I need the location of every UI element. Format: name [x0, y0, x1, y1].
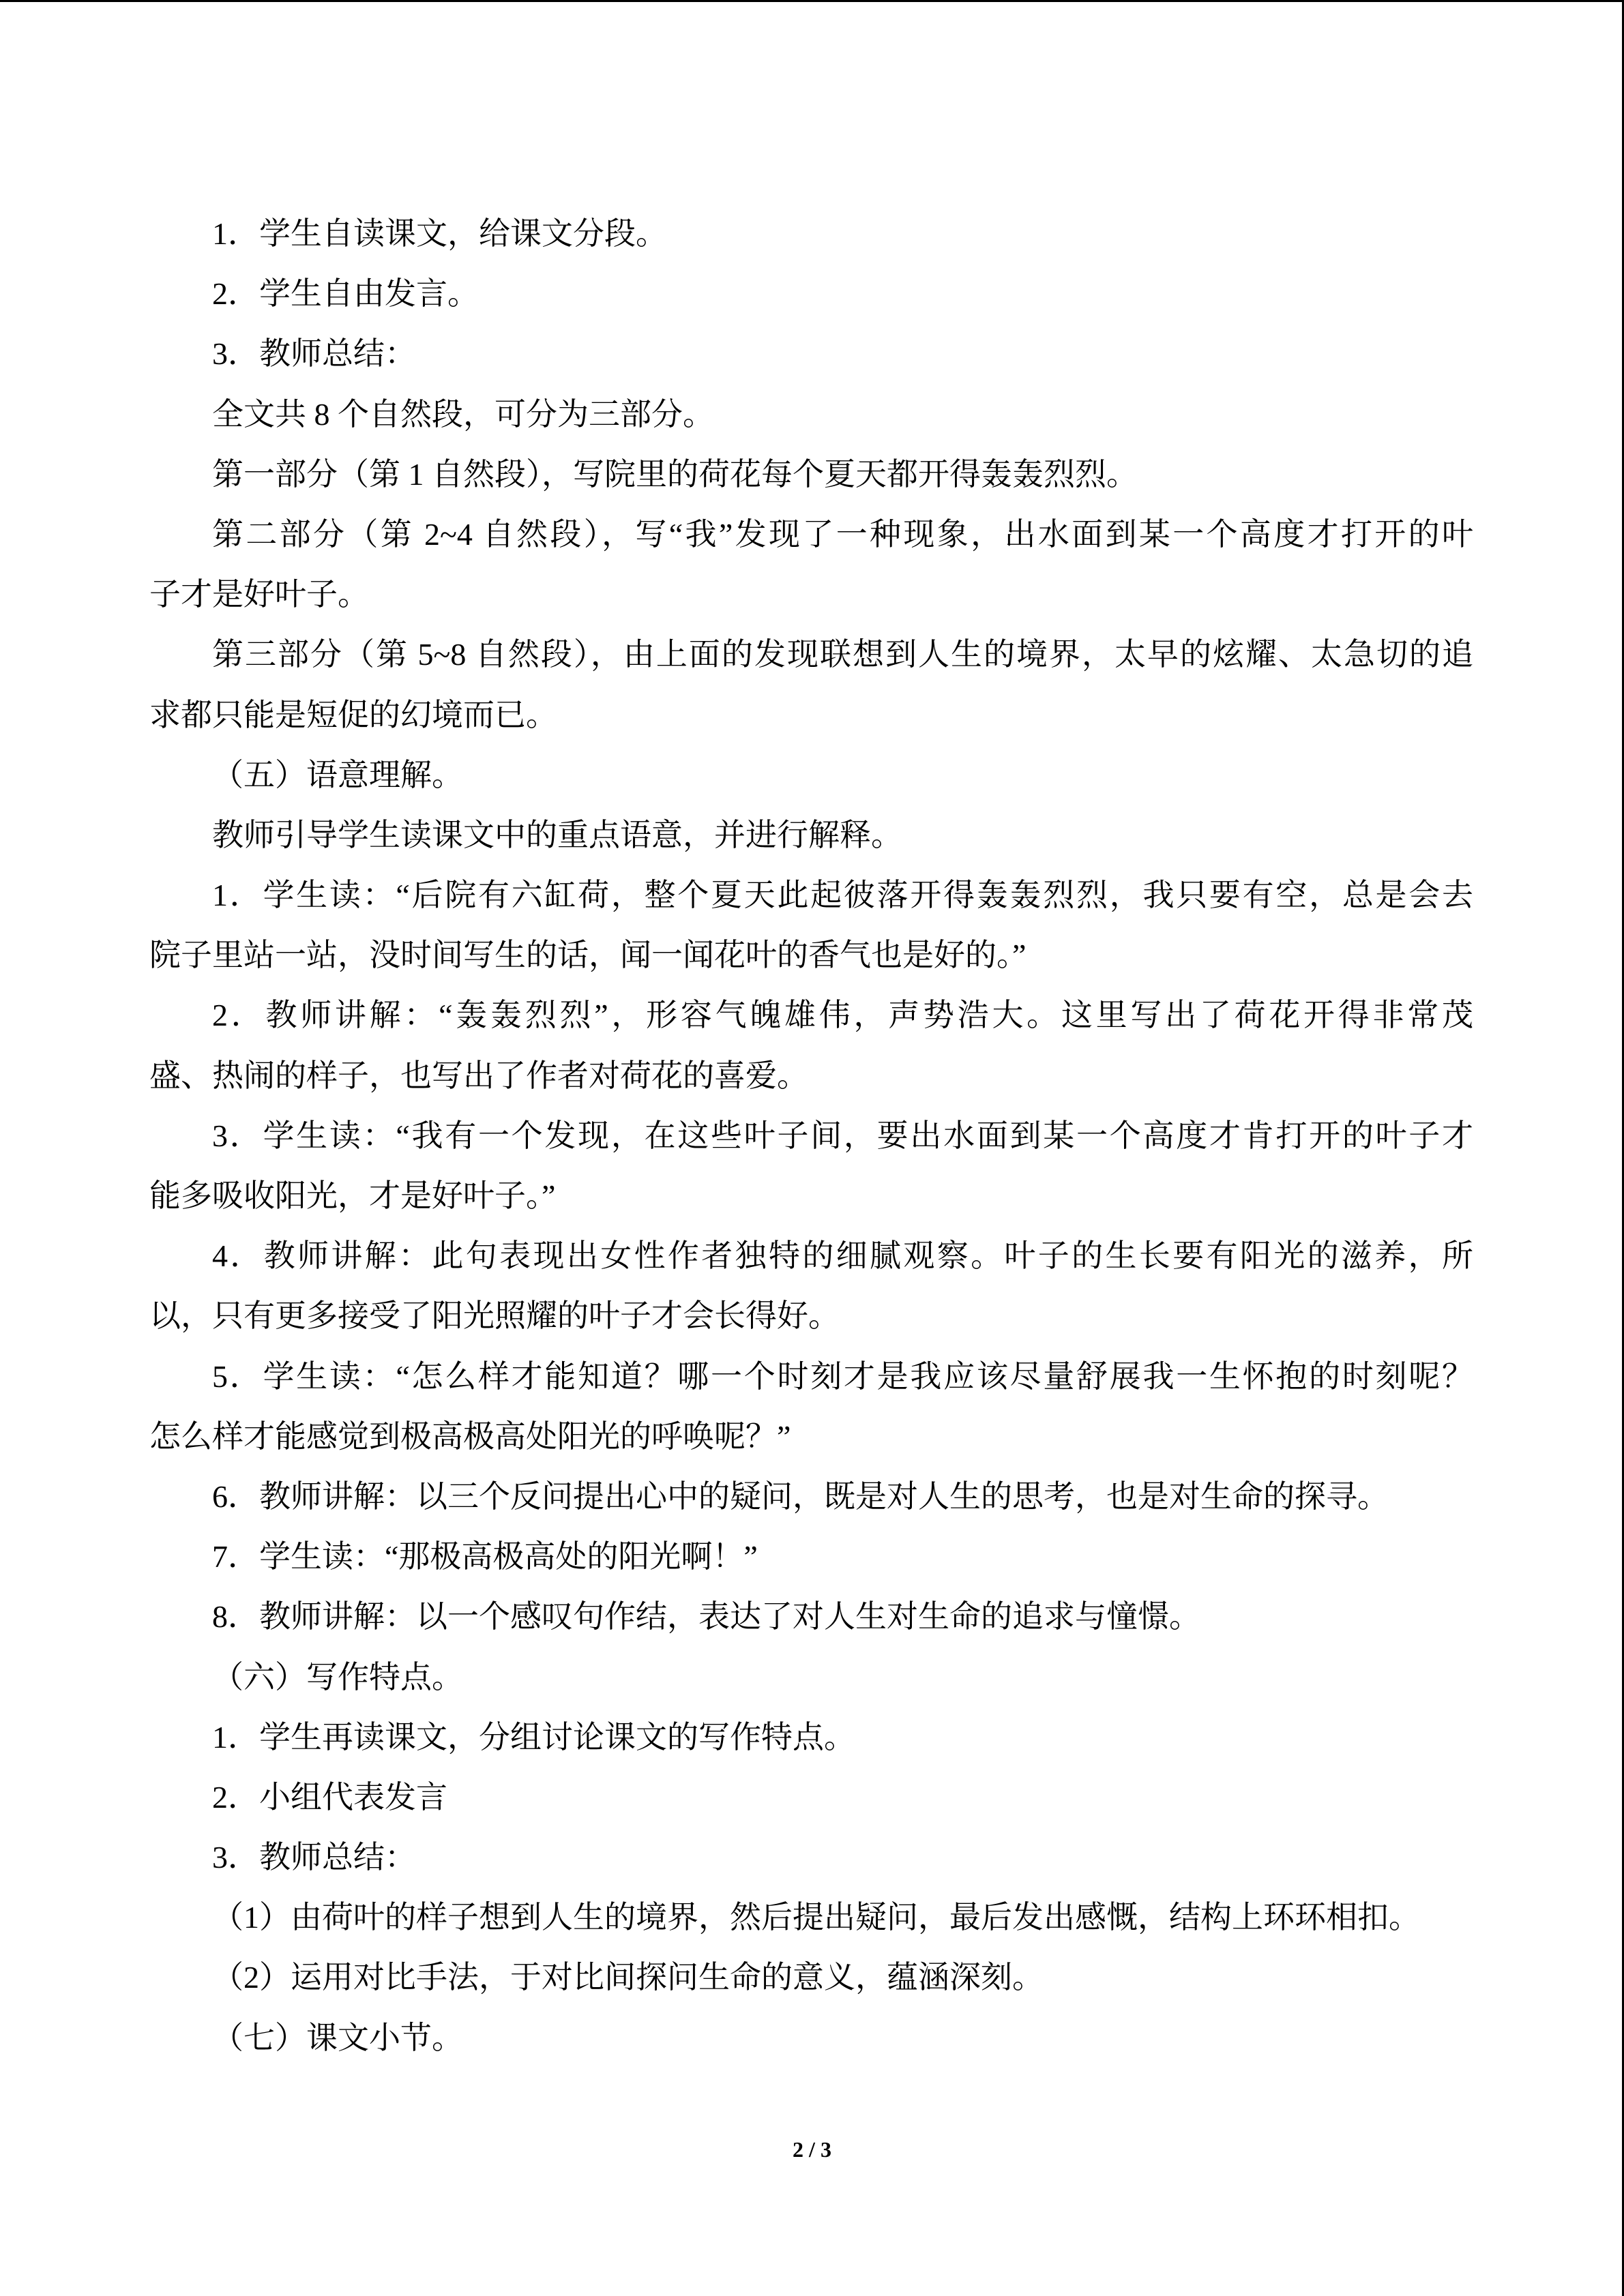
text-line: 4．教师讲解：此句表现出女性作者独特的细腻观察。叶子的生长要有阳光的滋养，所 [212, 1238, 1473, 1274]
text-line: 7．学生读：“那极高极高处的阳光啊！” [212, 1539, 758, 1575]
text-line: 以，只有更多接受了阳光照耀的叶子才会长得好。 [149, 1298, 840, 1334]
text-line: 子才是好叶子。 [149, 577, 369, 612]
conclusion-item [149, 1948, 1473, 2008]
summary-paragraph [149, 385, 1473, 445]
step-item [149, 1347, 1473, 1467]
step-item [149, 1708, 1473, 1768]
text-line: 3．教师总结： [212, 1840, 416, 1875]
step-item [149, 1828, 1473, 1888]
step-item [149, 264, 1473, 324]
step-item [149, 1768, 1473, 1828]
conclusion-item [149, 1888, 1473, 1948]
text-line: 3．学生读：“我有一个发现，在这些叶子间，要出水面到某一个高度才肯打开的叶子才 [212, 1118, 1473, 1153]
text-line: 2．小组代表发言 [212, 1779, 447, 1815]
text-line: 第三部分（第 5~8 自然段），由上面的发现联想到人生的境界，太早的炫耀、太急切的追 [212, 637, 1473, 672]
document-body [149, 204, 1473, 2068]
section-heading [149, 745, 1473, 805]
step-item [149, 1106, 1473, 1226]
text-line: 求都只能是短促的幻境而已。 [149, 697, 557, 732]
step-item [149, 865, 1473, 985]
section-heading [149, 2008, 1473, 2068]
text-line: 盛、热闹的样子，也写出了作者对荷花的喜爱。 [149, 1058, 808, 1093]
step-item [149, 1527, 1473, 1587]
text-line: 8．教师讲解：以一个感叹句作结，表达了对人生对生命的追求与憧憬。 [212, 1599, 1200, 1635]
text-line: 教师引导学生读课文中的重点语意，并进行解释。 [212, 817, 902, 852]
text-line: 1．学生再读课文，分组讨论课文的写作特点。 [212, 1719, 855, 1755]
text-line: （五）语意理解。 [212, 757, 463, 792]
text-line: 全文共 8 个自然段，可分为三部分。 [212, 396, 714, 432]
summary-paragraph [149, 445, 1473, 505]
text-line: （2）运用对比手法，于对比间探问生命的意义，蕴涵深刻。 [212, 1960, 1044, 1995]
text-line: 6．教师讲解：以三个反问提出心中的疑问，既是对人生的思考，也是对生命的探寻。 [212, 1478, 1389, 1514]
step-item [149, 1226, 1473, 1346]
page-number: 2 / 3 [793, 2137, 831, 2162]
text-line: 院子里站一站，没时间写生的话，闻一闻花叶的香气也是好的。” [149, 938, 1027, 973]
step-item [149, 1587, 1473, 1647]
summary-paragraph [149, 505, 1473, 625]
step-item [149, 985, 1473, 1105]
step-item [149, 324, 1473, 384]
text-line: （七）课文小节。 [212, 2020, 463, 2055]
text-line: 2．教师讲解：“轰轰烈烈”，形容气魄雄伟，声势浩大。这里写出了荷花开得非常茂 [212, 998, 1473, 1033]
text-line: 5．学生读：“怎么样才能知道？哪一个时刻才是我应该尽量舒展我一生怀抱的时刻呢？ [212, 1358, 1473, 1394]
text-line: 1．学生自读课文，给课文分段。 [212, 216, 667, 251]
summary-paragraph [149, 625, 1473, 745]
text-line: （1）由荷叶的样子想到人生的境界，然后提出疑问，最后发出感慨，结构上环环相扣。 [212, 1900, 1420, 1935]
text-line: 3．教师总结： [212, 336, 416, 372]
text-line: 能多吸收阳光，才是好叶子。” [149, 1178, 556, 1213]
text-line: 第二部分（第 2~4 自然段），写“我”发现了一种现象，出水面到某一个高度才打开的叶 [212, 516, 1473, 552]
intro-paragraph [149, 805, 1473, 865]
text-line: 第一部分（第 1 自然段），写院里的荷花每个夏天都开得轰轰烈烈。 [212, 456, 1138, 492]
step-item [149, 1467, 1473, 1527]
section-heading [149, 1648, 1473, 1708]
text-line: 1．学生读：“后院有六缸荷，整个夏天此起彼落开得轰轰烈烈，我只要有空，总是会去 [212, 878, 1473, 913]
text-line: （六）写作特点。 [212, 1659, 463, 1695]
text-line: 怎么样才能感觉到极高极高处阳光的呼唤呢？” [149, 1418, 791, 1454]
page-border-top [0, 0, 1624, 2]
step-item [149, 204, 1473, 264]
text-line: 2．学生自由发言。 [212, 276, 479, 312]
